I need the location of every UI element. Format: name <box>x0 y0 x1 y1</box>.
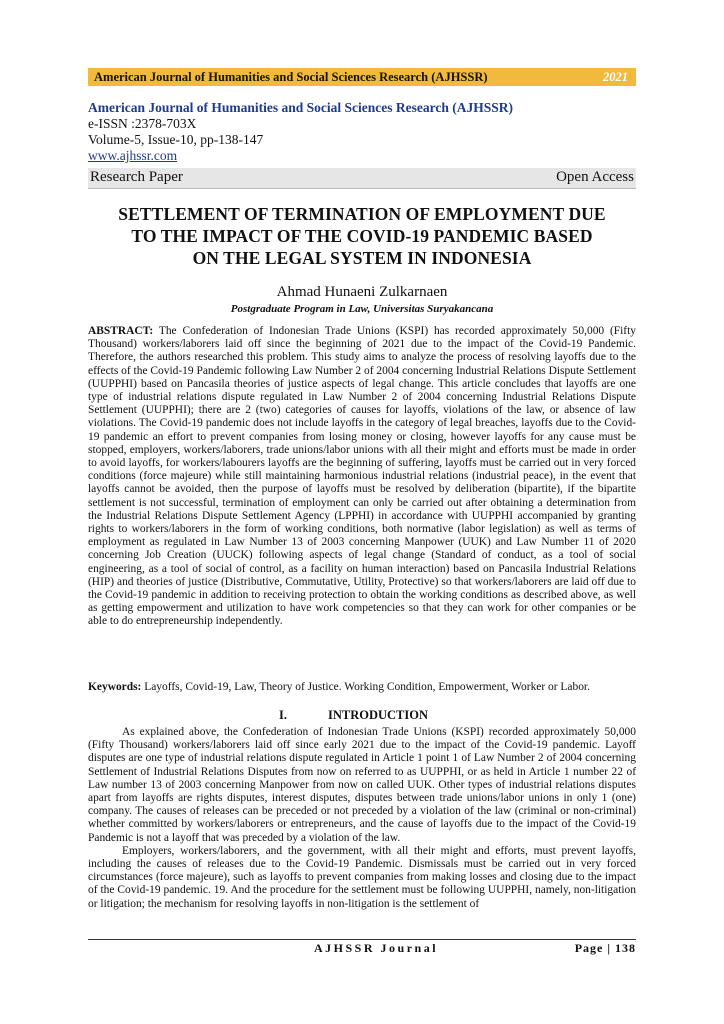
keywords <box>88 681 636 694</box>
keywords-label: Keywords: <box>88 681 142 693</box>
abstract-label: ABSTRACT: <box>88 325 154 337</box>
author-name: Ahmad Hunaeni Zulkarnaen <box>276 284 448 300</box>
introduction-body <box>88 726 636 911</box>
keywords-text: Layoffs, Covid-19, Law, Theory of Justice. Working Condition, Empowerment, Worker or Labor. <box>141 681 590 693</box>
section-number: I. <box>279 708 287 722</box>
masthead-title: American Journal of Humanities and Social Sciences Research (AJHSSR) <box>88 100 513 115</box>
body-paragraph: Employers, workers/laborers, and the government, with all their might and efforts, must prevent layoffs, including the causes of releases due to the Covid-19 Pandemic. Dismissals must be carried out in very forced circumstances (force majeure), such as layoffs to prevent companies from making losses and closing due to the impact of the Covid-19 pandemic. 19. And the procedure for the settlement must be following UUPPHI, namely, non-litigation or litigation; the mechanism for resolving layoffs in non-litigation is the settlement of <box>88 844 636 910</box>
paper-type-bar <box>88 168 636 189</box>
masthead <box>88 100 636 164</box>
section-name: INTRODUCTION <box>328 708 429 722</box>
paper-title-line: ON THE LEGAL SYSTEM IN INDONESIA <box>192 248 532 268</box>
footer-page-number: Page | 138 <box>574 941 636 955</box>
paper-title-line: SETTLEMENT OF TERMINATION OF EMPLOYMENT DUE <box>118 204 606 224</box>
footer-journal: AJHSSR Journal <box>314 941 439 955</box>
abstract <box>88 325 636 629</box>
masthead-website-link[interactable]: www.ajhssr.com <box>88 148 178 163</box>
paper-type-label: Research Paper <box>90 169 183 185</box>
abstract-text: The Confederation of Indonesian Trade Unions (KSPI) has recorded approximately 50,000 (Fifty Thousand) workers/laborers laid off since the beginning of 2021 due to the impact of the Covid-19 Pandemic. Therefore, the authors researched this problem. This study aims to analyze the process of resolving layoffs due to the effects of the Covid-19 Pandemic following Law Number 2 of 2004 concerning Industrial Relations Dispute Settlement (UUPPHI) based on Pancasila theories of justice aspects of legal change. This article concludes that layoffs are one type of industrial relations dispute regulated in Law Number 2 of 2004 concerning Industrial Relations Dispute Settlement (UUPPHI); there are 2 (two) categories of causes for layoffs, violations of the law, or absence of law violations. The Covid-19 pandemic does not include layoffs in the category of legal breaches, layoffs due to the Covid-19 pandemic an effort to prevent companies from losing money or closing, however layoffs for any cause must be stopped, employers, workers/laborers, trade unions/labor unions with all their might and efforts must be made in order to avoid layoffs, for workers/labourers layoffs are the beginning of suffering, layoffs must be carried out in very forced conditions (force majeure) while still maintaining harmonious industrial relations (industrial peace), in the event that layoffs cannot be avoided, then the purpose of layoffs must be resolved by deliberation (bipartite), if the bipartite settlement is not successful, termination of employment can only be carried out after obtaining a determination from the Industrial Relations Dispute Settlement Agency (LPPHI) in accordance with UUPPHI accompanied by granting rights to workers/laborers in the form of working conditions, both normative (labor legislation) as well as terms of employment as regulated in Law Number 13 of 2003 concerning Manpower (UUK) and Law Number 11 of 2020 concerning Job Creation (UUCK) following aspects of legal change (Standard of conduct, as a tool of social engineering, as a tool of social of control, as a facility on human interaction) based on Pancasila Industrial Relations (HIP) and theories of justice (Distributive, Commutative, Utility, Protective) so that workers/laborers are laid off due to the Covid-19 pandemic in addition to receiving protection to obtain the working conditions as described above, as well as getting empowerment and utilization to have work competencies so that they can work for other companies or be able to do entrepreneurship independently. <box>88 325 636 628</box>
paper-title <box>88 203 636 269</box>
masthead-volume: Volume-5, Issue-10, pp-138-147 <box>88 132 264 147</box>
masthead-eissn: e-ISSN :2378-703X <box>88 116 197 131</box>
footer-divider <box>88 939 636 940</box>
paper-title-line: TO THE IMPACT OF THE COVID-19 PANDEMIC BASED <box>131 226 593 246</box>
body-paragraph: As explained above, the Confederation of Indonesian Trade Unions (KSPI) recorded approximately 50,000 (Fifty Thousand) workers/laborers laid off since early 2021 due to the impact of the Covid-19 pandemic. Layoff disputes are one type of industrial relations dispute regulated in Article 1 point 1 of Law Number 2 of 2004 concerning Settlement of Industrial Relations Disputes from now on referred to as UUPPHI, or as held in Article 1 number 22 of Law number 13 of 2003 concerning Manpower from now on called UUK. Other types of industrial relations disputes apart from layoffs are rights disputes, interest disputes, disputes between trade unions/labor unions in only 1 (one) company. The causes of releases can be preceded or not preceded by a violation of the law (criminal or non-criminal) whether committed by workers/laborers or entrepreneurs, and the cause of layoffs due to the impact of the Covid-19 Pandemic is not a layoff that was preceded by a violation of the law. <box>88 726 636 844</box>
author-affiliation: Postgraduate Program in Law, Universitas Suryakancana <box>230 303 494 315</box>
header-journal-name: American Journal of Humanities and Social Sciences Research (AJHSSR) <box>94 70 488 84</box>
header-year: 2021 <box>603 70 628 84</box>
journal-header-band <box>88 68 636 86</box>
access-label: Open Access <box>556 169 634 185</box>
